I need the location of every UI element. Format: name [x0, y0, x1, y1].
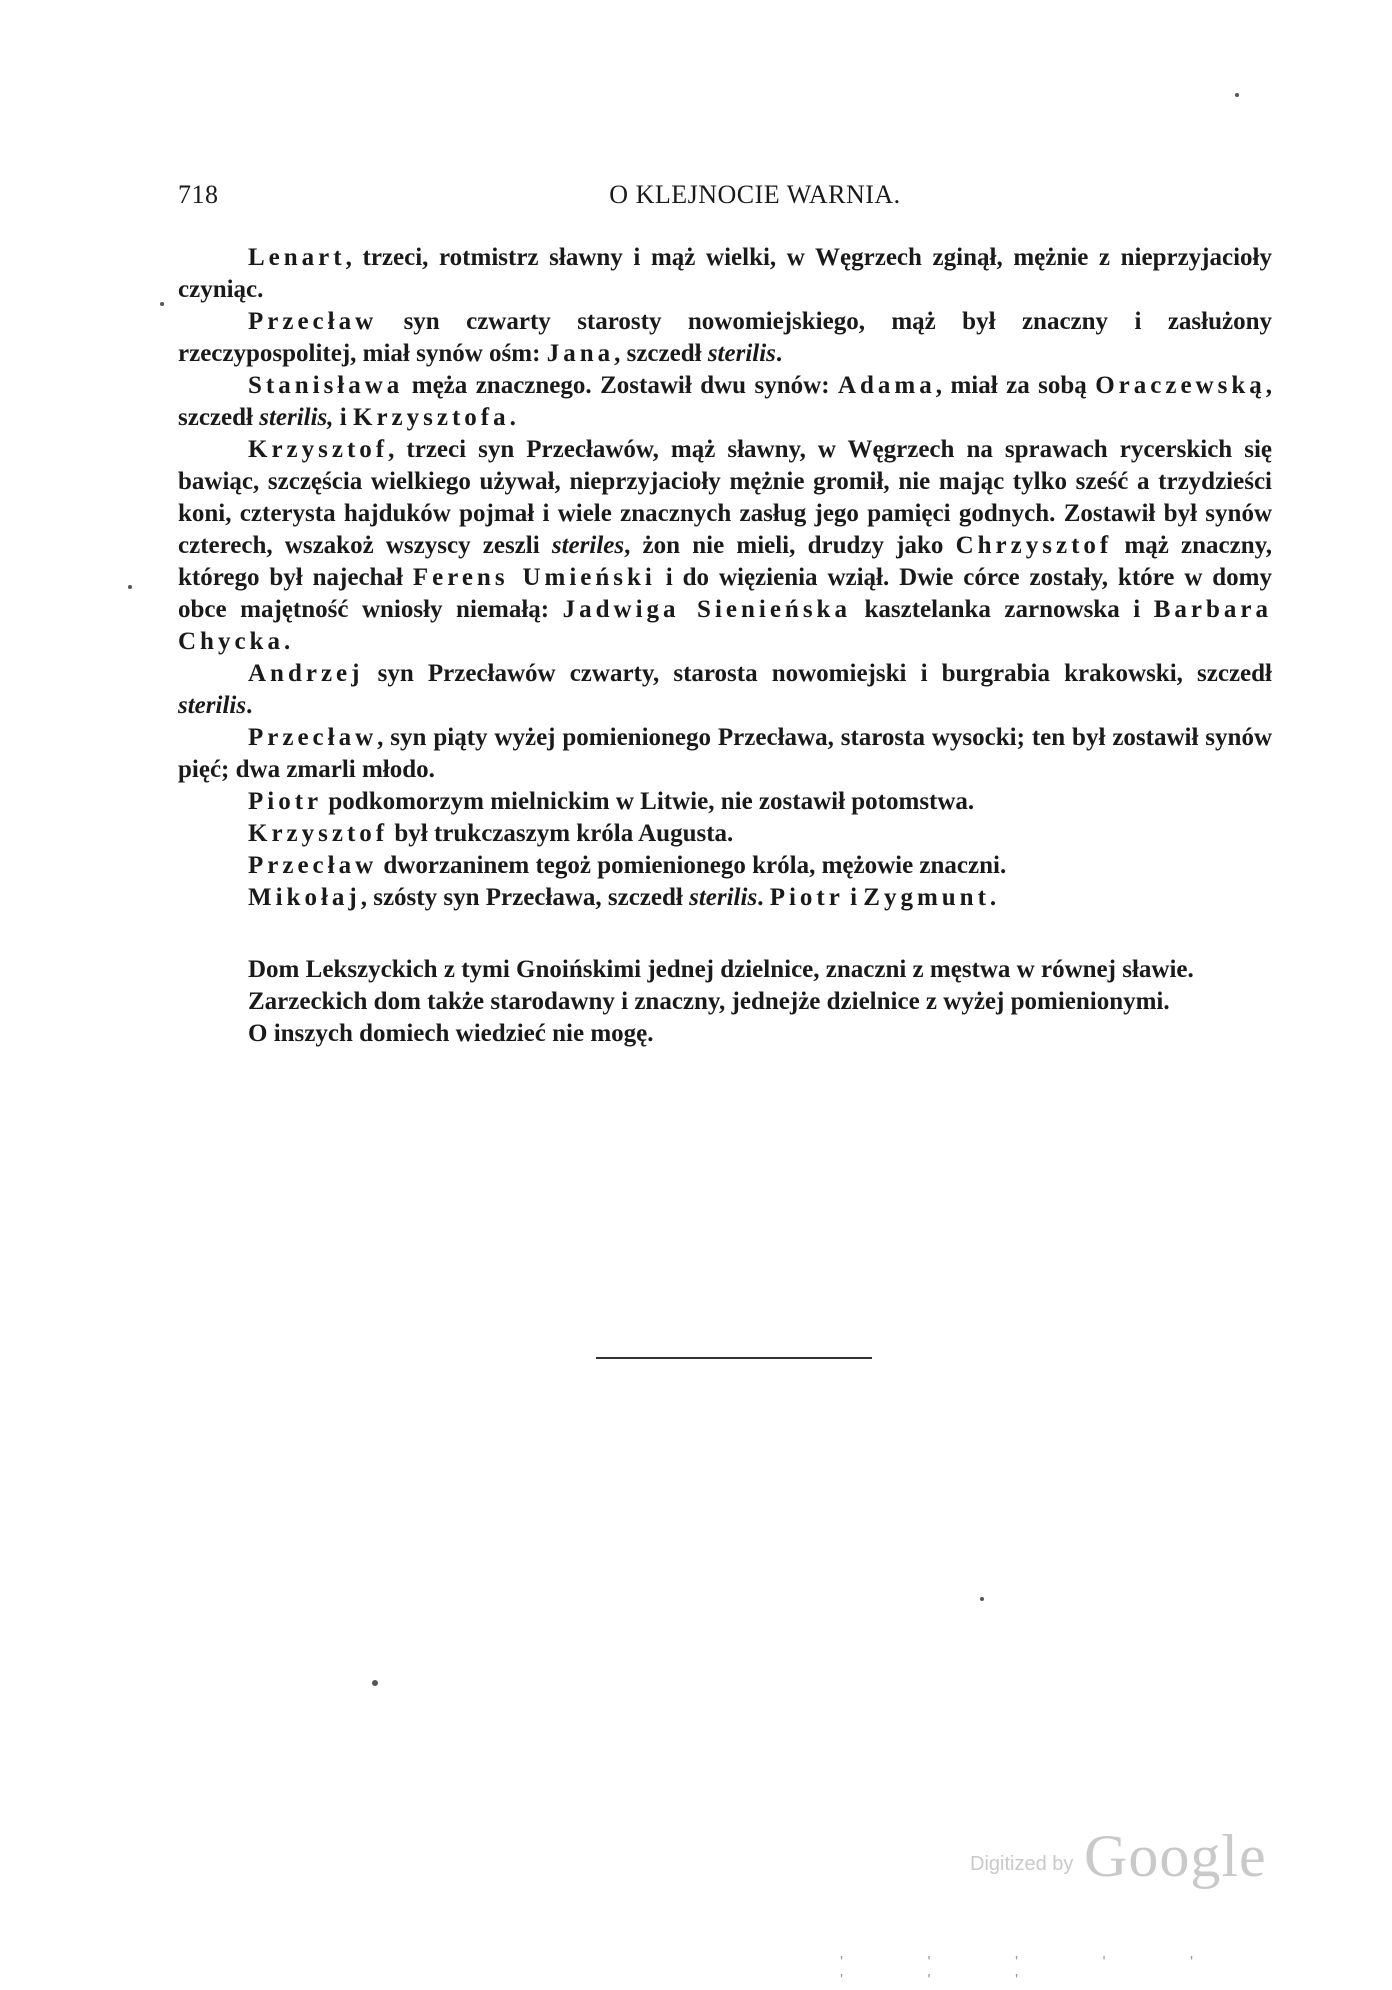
- paragraph-krzysztof-2: [178, 818, 1272, 850]
- scan-speck: [372, 1680, 378, 1686]
- text: męża znacznego. Zostawił dwu synów:: [403, 372, 838, 399]
- text: i: [843, 884, 864, 911]
- name-jadwiga-sienienska: Jadwiga Sienieńska: [562, 596, 851, 623]
- name-oraczewska: Oraczewską: [1095, 372, 1266, 399]
- text: , szósty syn Przecława, szczedł: [360, 884, 690, 911]
- bottom-edge-marks: ' ' ' ' ' ' ' ': [840, 1954, 1234, 1989]
- scan-speck: [160, 302, 164, 306]
- latin-sterilis: sterilis: [178, 692, 247, 719]
- text: , trzeci, rotmistrz sławny i mąż wielki, w Węgrzech zginął, mężnie z nieprzyjacioły czyniąc.: [178, 244, 1272, 303]
- house-zarzeckich: Zarzeckich: [248, 988, 368, 1015]
- text: .: [775, 340, 783, 367]
- name-mikolaj: Mikołaj: [248, 884, 361, 911]
- paragraph-krzysztof: [178, 434, 1272, 658]
- running-title: O KLEJNOCIE WARNIA.: [609, 180, 901, 209]
- name-andrzej: Andrzej: [248, 660, 364, 687]
- latin-steriles: steriles: [551, 532, 625, 559]
- text: , trzeci syn Przecławów, mąż sławny, w Węgrzech na sprawach rycerskich się bawiąc, szczęścia wielkiego używał, nieprzyjacioły mężnie gromił, nie mając tylko sześć a trzydzieści koni, czterysta hajduków pojmał i wiele znacznych zasług jego pamięci godnych. Zostawił był synów czterech, wszakoż wszyscy zeszli: [178, 436, 1272, 559]
- paragraph-przeclaw-5: [178, 722, 1272, 786]
- text: .: [283, 628, 291, 655]
- text: , szczedł: [614, 340, 708, 367]
- latin-sterilis: sterilis: [707, 340, 776, 367]
- paragraph-lenart: [178, 242, 1272, 306]
- paragraph-przeclaw-4: [178, 306, 1272, 370]
- text: .: [757, 884, 770, 911]
- text: kasztelanka zarnowska i: [850, 596, 1154, 623]
- text: syn Przecławów czwarty, starosta nowomiejski i burgrabia krakowski, szczedł: [363, 660, 1272, 687]
- name-piotr: Piotr: [769, 884, 844, 911]
- name-krzysztofa: Krzysztofa: [353, 404, 510, 431]
- name-stanislawa: Stanisława: [248, 372, 404, 399]
- text: i: [333, 404, 353, 431]
- latin-sterilis: sterilis,: [259, 404, 334, 431]
- name-ferens-umienski: Ferens Umieński: [412, 564, 656, 591]
- text: z tymi Gnoińskimi jednej dzielnice, znaczni z męstwa w równej sławie.: [437, 956, 1194, 983]
- paragraph-closing: [178, 1018, 1272, 1050]
- name-jana: Jana: [546, 340, 615, 367]
- latin-sterilis: sterilis: [689, 884, 758, 911]
- scan-speck: [1235, 93, 1239, 97]
- google-logo: Google: [1084, 1823, 1267, 1889]
- house-lekszyckich: Lekszyckich: [305, 956, 438, 983]
- name-adama: Adama: [837, 372, 936, 399]
- body-text: [178, 242, 1272, 1050]
- paragraph-zarzeckich: [178, 986, 1272, 1018]
- name-krzysztof: Krzysztof: [248, 436, 389, 463]
- section-divider-rule: [596, 1357, 872, 1359]
- name-przeclaw: Przecław: [248, 308, 378, 335]
- scan-speck: [980, 1597, 984, 1601]
- name-przeclaw: Przecław: [248, 852, 378, 879]
- text: dworzaninem tegoż pomienionego króla, mężowie znaczni.: [377, 852, 1007, 879]
- paragraph-mikolaj: [178, 882, 1272, 914]
- page-number: 718: [178, 180, 219, 209]
- text: .: [509, 404, 516, 431]
- text: , szczedł: [178, 372, 1272, 431]
- name-lenart: Lenart: [248, 244, 346, 271]
- text: Dom: [248, 956, 306, 983]
- name-zygmunt: Zygmunt: [863, 884, 990, 911]
- text: podkomorzym mielnickim w Litwie, nie zostawił potomstwa.: [322, 788, 975, 815]
- name-przeclaw: Przecław: [248, 724, 378, 751]
- paragraph-piotr: [178, 786, 1272, 818]
- paragraph-lekszyckich: [178, 954, 1272, 986]
- name-chrzysztof: Chrzysztof: [955, 532, 1113, 559]
- paragraph-stanislawa: [178, 370, 1272, 434]
- scan-speck: [128, 585, 132, 589]
- name-barbara-chycka: Barbara Chycka: [178, 596, 1272, 655]
- name-krzysztof: Krzysztof: [248, 820, 389, 847]
- text: był trukczaszym króla Augusta.: [388, 820, 734, 847]
- text: dom także starodawny i znaczny, jednejże dzielnice z wyżej pomienionymi.: [367, 988, 1170, 1015]
- text: , żon nie mieli, drudzy jako: [624, 532, 956, 559]
- paragraph-przeclaw-dworzanin: [178, 850, 1272, 882]
- text: mąż znaczny, którego był najechał: [178, 532, 1273, 591]
- text: , miał za sobą: [935, 372, 1096, 399]
- text: i do więzienia wziął. Dwie córce zostały, które w domy obce majętność wniosły niemałą:: [178, 564, 1273, 623]
- text: syn czwarty starosty nowomiejskiego, mąż był znaczny i zasłużony rzeczypospolitej, miał synów ośm:: [178, 308, 1272, 367]
- text: O inszych domiech wiedzieć nie mogę.: [248, 1020, 654, 1047]
- name-piotr: Piotr: [248, 788, 323, 815]
- text: .: [989, 884, 997, 911]
- text: .: [246, 692, 253, 719]
- digitized-by-label: Digitized by: [970, 1853, 1074, 1875]
- text: , syn piąty wyżej pomienionego Przecława, starosta wysocki; ten był zostawił synów pięć; dwa zmarli młodo.: [178, 724, 1272, 783]
- paragraph-andrzej: [178, 658, 1272, 722]
